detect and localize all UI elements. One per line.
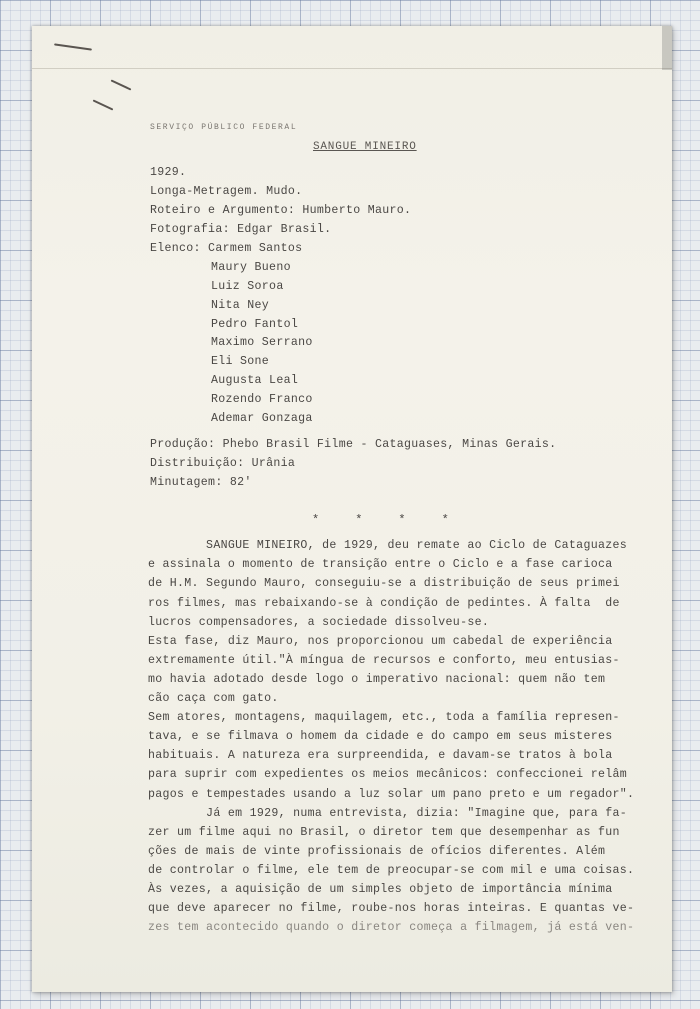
page-edge-shadow	[662, 26, 672, 70]
cast-member: Rozendo Franco	[211, 393, 313, 406]
body-line: para suprir com expedientes os meios mecânicos: confeccionei relâm	[148, 768, 627, 781]
body-line: zer um filme aqui no Brasil, o diretor tem que desempenhar as fun	[148, 826, 620, 839]
credit-distribution: Distribuição: Urânia	[150, 457, 296, 470]
body-line: ções de mais de vinte profissionais de ofícios diferentes. Além	[148, 845, 606, 858]
cast-member: Maury Bueno	[211, 261, 291, 274]
body-line: de controlar o filme, ele tem de preocupar-se com mil e uma coisas.	[148, 864, 635, 877]
credit-photography: Fotografia: Edgar Brasil.	[150, 223, 332, 236]
credit-script: Roteiro e Argumento: Humberto Mauro.	[150, 204, 412, 217]
credit-production: Produção: Phebo Brasil Filme - Cataguases, Minas Gerais.	[150, 438, 557, 451]
body-line: zes tem acontecido quando o diretor começa a filmagem, já está ven-	[148, 921, 635, 934]
body-line: tava, e se filmava o homem da cidade e do campo em seus misteres	[148, 730, 613, 743]
body-line: Esta fase, diz Mauro, nos proporcionou um cabedal de experiência	[148, 635, 613, 648]
credit-year: 1929.	[150, 166, 187, 179]
body-line: Às vezes, a aquisição de um simples objeto de importância mínima	[148, 883, 613, 896]
document-title: SANGUE MINEIRO	[313, 141, 417, 153]
section-separator: * * * *	[312, 513, 449, 527]
cast-member: Ademar Gonzaga	[211, 412, 313, 425]
cast-member: Augusta Leal	[211, 374, 299, 387]
cast-member: Luiz Soroa	[211, 280, 284, 293]
credit-cast-label: Elenco: Carmem Santos	[150, 242, 303, 255]
credit-runtime: Minutagem: 82'	[150, 476, 252, 489]
body-line: de H.M. Segundo Mauro, conseguiu-se a distribuição de seus primei	[148, 577, 620, 590]
body-line: SANGUE MINEIRO, de 1929, deu remate ao Ciclo de Cataguazes	[148, 539, 627, 552]
body-line: e assinala o momento de transição entre o Ciclo e a fase carioca	[148, 558, 613, 571]
body-line: Já em 1929, numa entrevista, dizia: "Imagine que, para fa-	[148, 807, 627, 820]
cast-member: Eli Sone	[211, 355, 270, 368]
cast-member: Maximo Serrano	[211, 336, 313, 349]
body-line: pagos e tempestades usando a luz solar um pano preto e um regador".	[148, 788, 635, 801]
body-line: cão caça com gato.	[148, 692, 279, 705]
staple-mark	[54, 43, 92, 50]
pencil-mark	[93, 99, 114, 110]
body-line: lucros compensadores, a sociedade dissolveu-se.	[148, 616, 490, 629]
body-line: ros filmes, mas rebaixando-se à condição de pedintes. À falta de	[148, 597, 620, 610]
document-header: SERVIÇO PÚBLICO FEDERAL	[150, 123, 298, 132]
body-line: extremamente útil."À míngua de recursos e conforto, meu entusias-	[148, 654, 620, 667]
fold-line	[32, 68, 672, 69]
credit-format: Longa-Metragem. Mudo.	[150, 185, 303, 198]
body-line: que deve aparecer no filme, roube-nos horas inteiras. E quantas ve-	[148, 902, 635, 915]
pencil-mark	[111, 79, 132, 90]
cast-member: Pedro Fantol	[211, 318, 299, 331]
body-line: Sem atores, montagens, maquilagem, etc., toda a família represen-	[148, 711, 620, 724]
cast-member: Nita Ney	[211, 299, 270, 312]
body-line: mo havia adotado desde logo o imperativo nacional: quem não tem	[148, 673, 606, 686]
body-line: habituais. A natureza era surpreendida, e davam-se tratos à bola	[148, 749, 613, 762]
